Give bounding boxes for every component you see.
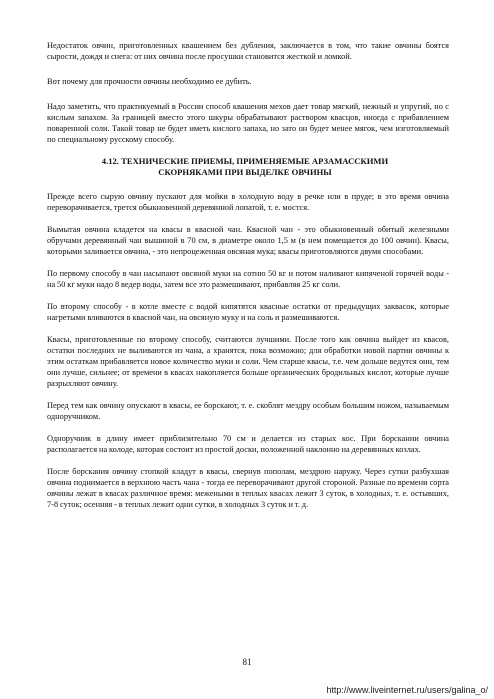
watermark-url: http://www.liveinternet.ru/users/galina_o/ [326, 685, 488, 695]
paragraph-knife: Одноручник в длину имеет приблизительно 70 см и делается из старых кос. При борскании овчина располагается на колоде, которая состоит из простой доски, положенной наклонно на деревянных козлах. [47, 434, 449, 454]
paragraph-second-method: По второму способу - в котле вместе с водой кипятятся квасные остатки от предыдущих закваcок, которые нагретыми вливаются в квасной чан, на овсяную муку и на соль и размешиваются. [47, 302, 449, 322]
paragraph-first-method: По первому способу в чан насыпают овсяной муки на сотню 50 кг и потом наливают кипяченой горячей воды - на 50 кг муки надо 8 ведер воды, затем все это размешивают, прибавляя 25 кг соли. [47, 269, 449, 289]
paragraph-intro: Недостаток овчин, приготовленных квашением без дубления, заключается в том, что такие овчины боятся сырости, дождя и снега: от них овчина после просушки становится жесткой и ломкой. [47, 41, 449, 61]
paragraph-russian-method: Надо заметить, что практикуемый в России способ квашения мехов дает товар мягкий, нежный и упругий, но с кислым запахом. За границей вместо этого шкуры обрабатывают раствором квасцов, иногда с прибавлением поваренной соли. Такой товар не будет иметь кислого запаха, но зато он будет менее мягок, чем изготовляемый по специальному русскому способу. [47, 102, 449, 144]
paragraph-washing: Прежде всего сырую овчину пускают для мойки в холодную воду в речке или в пруде; в это время овчина переворачивается, трется обыкновенной деревянной лопатой, т. е. мостся. [47, 192, 449, 212]
page-content [47, 40, 449, 510]
page-number: 81 [242, 657, 252, 667]
section-heading: 4.12. ТЕХНИЧЕСКИЕ ПРИЕМЫ, ПРИМЕНЯЕМЫЕ АРЗАМАССКИМИ СКОРНЯКАМИ ПРИ ВЫДЕЛКЕ ОВЧИНЫ [101, 156, 389, 177]
paragraph-scraping: Перед тем как овчину опускают в квасы, ее борскают, т. е. скоблят мездру особым большим ножом, называемым одноручником. [47, 401, 449, 421]
paragraph-vat: Вымытая овчина кладется на квасы в квасной чан. Квасной чан - это обыкновенный обитый железными обручами деревянный чан вышиной в 70 см, в диаметре около 1,5 м (в нем помещается до 100 овчин). Квасы, которыми заливается овчина, - это непроцеженная овсяная мука; квасы приготовляются двумя способами. [47, 225, 449, 256]
paragraph-tanning-note: Вот почему для прочности овчины необходимо ее дубить. [47, 77, 252, 86]
paragraph-old-kvass: Квасы, приготовленные по второму способу, считаются лучшими. После того как овчина выйдет из квасов, остатки последних не выливаются из чана, а хранятся, пока возможно; для обработки новой партии овчины к этим остаткам прибавляется новое количество муки и соли. Чем старше квасы, т.е. чем дольше ведутся они, тем они лучше, сильнее; от времени в квасах накопляется больше органических бродильных кислот, которые лучше разрыхляют овчину. [47, 335, 449, 388]
paragraph-soaking: После борскания овчину стопкой кладут в квасы, свернув пополам, мездрою наружу. Через сутки разбухшая овчина поднимается в верхнюю часть чана - тогда ее переворачивают другой стороной. Разные по времени сорта овчины лежат в квасах различное время: межеными в теплых квасах лежит 3 суток, в холодных, т. е. остывших, 7-8 суток; осенняя - в теплых лежит одни сутки, в холодных 3 суток и т. д. [47, 467, 449, 509]
